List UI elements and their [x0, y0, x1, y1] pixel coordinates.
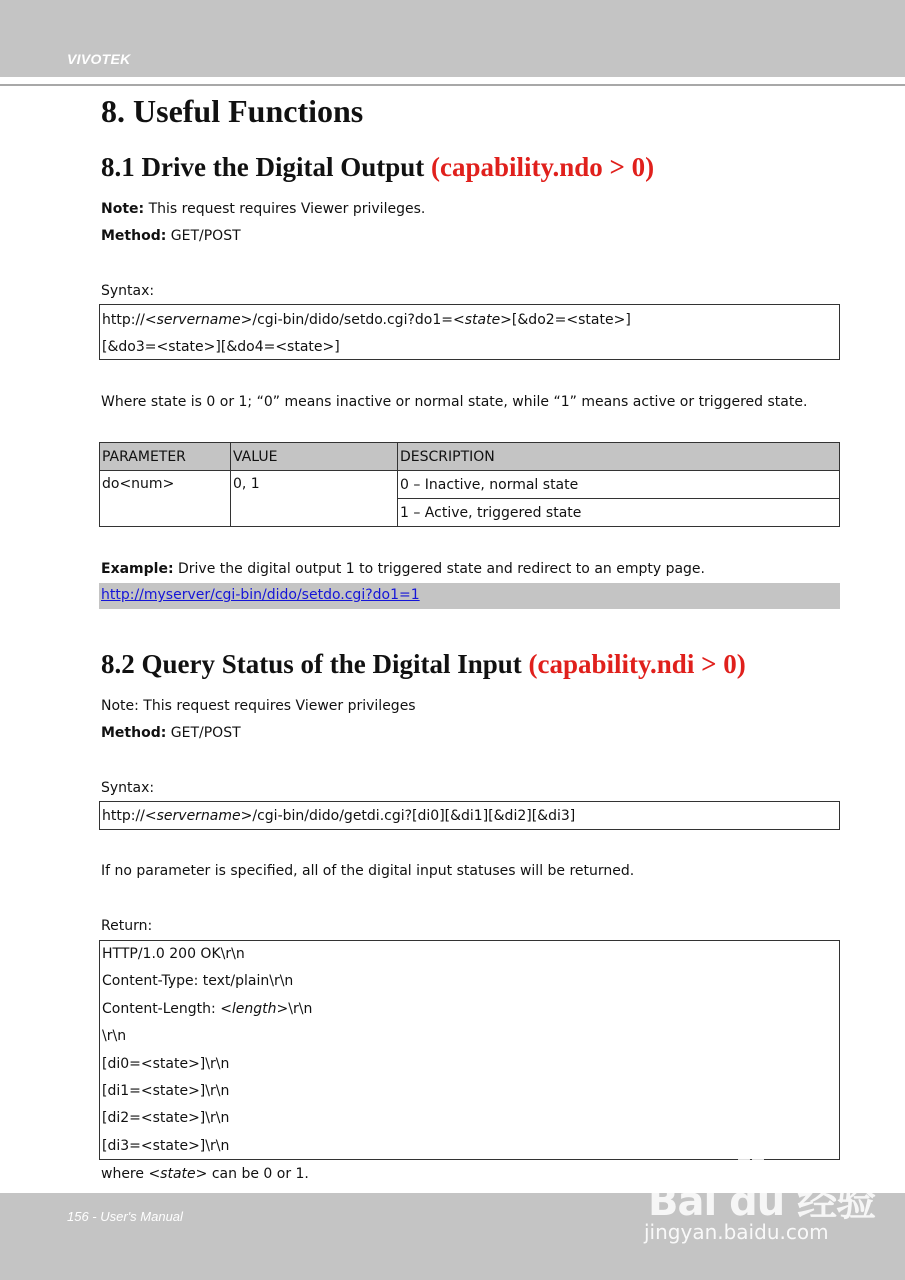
page-number: 156 - User's Manual	[67, 1209, 183, 1224]
syntax-path: /cgi-bin/dido/getdi.cgi?[di0][&di1][&di2][&di3]	[252, 808, 576, 824]
section-title-text: 8.1 Drive the Digital Output	[101, 152, 431, 182]
section-8-1-title	[101, 152, 654, 183]
capability-condition: (capability.ndo > 0)	[431, 152, 655, 182]
example-url-link[interactable]: http://myserver/cgi-bin/dido/setdo.cgi?do1=1	[101, 587, 420, 603]
method-label: Method:	[101, 228, 167, 244]
note-line	[101, 199, 425, 219]
state-note	[101, 1164, 309, 1184]
method-line	[101, 723, 241, 743]
no-parameter-note: If no parameter is specified, all of the digital input statuses will be returned.	[101, 863, 635, 879]
where-text: where	[101, 1166, 149, 1182]
chapter-title: 8. Useful Functions	[101, 93, 364, 129]
capability-condition: (capability.ndi > 0)	[528, 649, 746, 679]
note-line: Note: This request requires Viewer privileges	[101, 698, 416, 714]
return-box	[99, 940, 840, 1160]
syntax-label: Syntax:	[101, 780, 155, 796]
syntax-protocol: http://	[102, 312, 145, 328]
return-line: \r\n	[102, 1028, 127, 1044]
return-line: Content-Type: text/plain\r\n	[102, 973, 294, 989]
syntax-state: <state>	[452, 312, 512, 328]
syntax-box	[99, 801, 840, 830]
note-text: This request requires Viewer privileges.	[144, 201, 426, 217]
syntax-optional: [&do2=<state>]	[511, 312, 631, 328]
return-label: Return:	[101, 918, 153, 934]
return-line	[102, 1000, 312, 1018]
return-line: [di0=<state>]\r\n	[102, 1056, 230, 1072]
watermark	[640, 1150, 876, 1250]
method-text: GET/POST	[166, 228, 241, 244]
syntax-line-2: [&do3=<state>][&do4=<state>]	[102, 339, 340, 355]
where-state: <state>	[148, 1166, 208, 1182]
header-rule	[0, 84, 905, 86]
note-label: Note:	[101, 201, 145, 217]
watermark-url: jingyan.baidu.com	[644, 1220, 829, 1244]
table-row	[100, 471, 840, 499]
cell-parameter: do<num>	[100, 471, 231, 527]
syntax-protocol: http://	[102, 808, 145, 824]
syntax-label: Syntax:	[101, 283, 155, 299]
return-length: <length>	[220, 1001, 289, 1017]
example-url-bar	[99, 583, 840, 609]
column-header-description: DESCRIPTION	[398, 443, 840, 471]
example-line	[101, 559, 705, 579]
header-band	[0, 0, 905, 77]
syntax-line	[102, 807, 575, 825]
parameter-table	[99, 442, 840, 527]
syntax-servername: <servername>	[144, 808, 253, 824]
cell-description: 0 – Inactive, normal state	[398, 471, 840, 499]
cell-description: 1 – Active, triggered state	[398, 499, 840, 527]
return-line: HTTP/1.0 200 OK\r\n	[102, 946, 245, 962]
state-explanation: Where state is 0 or 1; “0” means inactive or normal state, while “1” means active or triggered state.	[101, 394, 808, 410]
syntax-box	[99, 304, 840, 360]
syntax-path: /cgi-bin/dido/setdo.cgi?do1=	[252, 312, 453, 328]
table-header-row	[100, 443, 840, 471]
cell-value: 0, 1	[231, 471, 398, 527]
where-text: can be 0 or 1.	[207, 1166, 309, 1182]
return-line: [di3=<state>]\r\n	[102, 1138, 230, 1154]
brand-logo-text: VIVOTEK	[67, 51, 131, 67]
example-text: Drive the digital output 1 to triggered state and redirect to an empty page.	[173, 561, 705, 577]
example-label: Example:	[101, 561, 174, 577]
column-header-value: VALUE	[231, 443, 398, 471]
method-line	[101, 226, 241, 246]
return-text: Content-Length:	[102, 1001, 221, 1017]
return-text: \r\n	[288, 1001, 313, 1017]
section-title-text: 8.2 Query Status of the Digital Input	[101, 649, 529, 679]
syntax-servername: <servername>	[144, 312, 253, 328]
column-header-parameter: PARAMETER	[100, 443, 231, 471]
method-label: Method:	[101, 725, 167, 741]
return-line: [di2=<state>]\r\n	[102, 1110, 230, 1126]
syntax-line-1	[102, 311, 631, 329]
section-8-2-title	[101, 649, 746, 680]
return-line: [di1=<state>]\r\n	[102, 1083, 230, 1099]
watermark-logo-text: Bai du 经验	[648, 1179, 876, 1225]
method-text: GET/POST	[166, 725, 241, 741]
